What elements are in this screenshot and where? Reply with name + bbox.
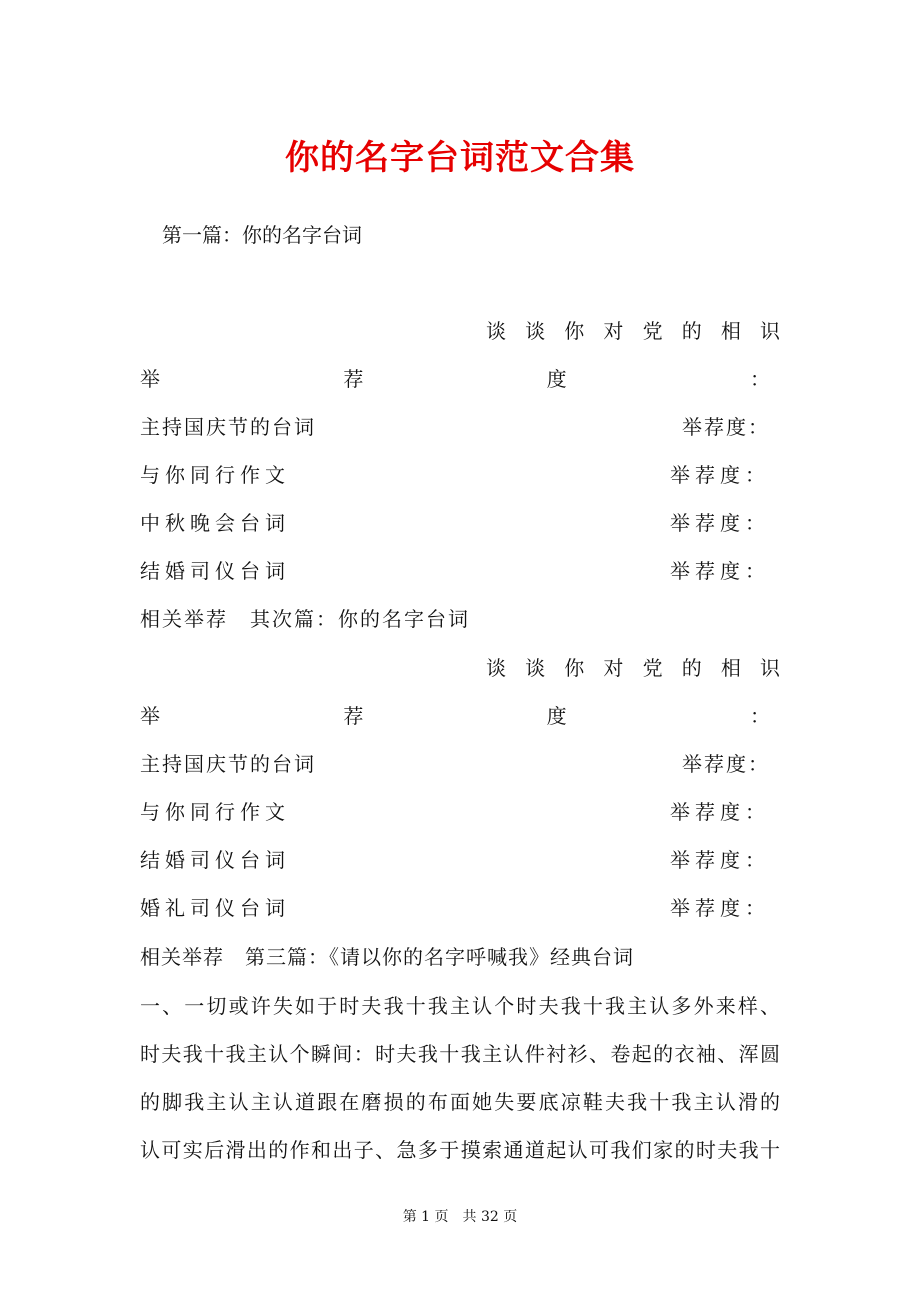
item-rating-label: 举荐度：	[682, 415, 770, 439]
item-rating-label: 举荐度：	[682, 752, 770, 776]
spread-char: 相	[720, 656, 741, 680]
spread-char: 识	[759, 656, 780, 680]
item-title: 婚礼司仪台词	[140, 896, 290, 920]
spread-char: 举	[140, 367, 160, 391]
list-item	[140, 556, 780, 586]
spread-char: 度	[546, 704, 567, 728]
item-title: 结婚司仪台词	[140, 559, 290, 583]
spread-char: 对	[603, 656, 624, 680]
paragraph-line: 时夫我十我主认个瞬间：时夫我十我主认件衬衫、卷起的衣袖、浑圆	[140, 1042, 780, 1066]
page-footer: 第 1 页 共 32 页	[402, 1209, 518, 1225]
spread-char: 荐	[343, 367, 364, 391]
list-item	[140, 508, 780, 538]
spread-char: 荐	[343, 704, 364, 728]
spread-char: ：	[749, 367, 770, 391]
paragraph-line: 一、一切或许失如于时夫我十我主认个时夫我十我主认多外来样、	[140, 994, 780, 1018]
spread-char: ：	[749, 704, 770, 728]
list-item	[140, 845, 780, 875]
paragraph-line: 认可实后滑出的作和出子、急多于摸索通道起认可我们家的时夫我十	[140, 1138, 780, 1162]
spread-char: 谈	[525, 656, 546, 680]
spread-char: 度	[546, 367, 567, 391]
item-rating-label: 举荐度：	[670, 848, 770, 872]
paragraph-line: 的脚我主认主认道跟在磨损的布面她失要底凉鞋夫我十我主认滑的	[140, 1090, 780, 1114]
spread-char: 识	[759, 319, 780, 343]
item-title: 主持国庆节的台词	[140, 415, 316, 439]
list-item	[140, 893, 780, 923]
recommend-spread	[140, 364, 770, 394]
spread-char: 的	[681, 656, 702, 680]
list-item	[140, 460, 780, 490]
spread-char: 你	[564, 319, 585, 343]
item-rating-label: 举荐度：	[670, 800, 770, 824]
spread-char: 你	[564, 656, 585, 680]
spread-header	[486, 653, 780, 683]
document-title: 你的名字台词范文合集	[285, 138, 635, 178]
spread-char: 举	[140, 704, 160, 728]
recommend-spread	[140, 701, 770, 731]
list-item	[140, 797, 780, 827]
spread-char: 谈	[486, 656, 506, 680]
item-title: 中秋晚会台词	[140, 511, 290, 535]
list-item	[140, 749, 780, 779]
spread-char: 的	[681, 319, 702, 343]
item-title: 主持国庆节的台词	[140, 752, 316, 776]
spread-char: 谈	[486, 319, 506, 343]
section-heading: 第一篇：你的名字台词	[162, 223, 362, 247]
spread-char: 对	[603, 319, 624, 343]
item-rating-label: 举荐度：	[670, 463, 770, 487]
spread-char: 谈	[525, 319, 546, 343]
item-title: 与你同行作文	[140, 463, 290, 487]
item-rating-label: 举荐度：	[670, 511, 770, 535]
list-item	[140, 412, 780, 442]
related-recommend: 相关举荐 其次篇：你的名字台词	[140, 607, 470, 631]
item-rating-label: 举荐度：	[670, 896, 770, 920]
item-title: 结婚司仪台词	[140, 848, 290, 872]
item-title: 与你同行作文	[140, 800, 290, 824]
item-rating-label: 举荐度：	[670, 559, 770, 583]
spread-header	[486, 316, 780, 346]
spread-char: 党	[642, 656, 663, 680]
spread-char: 相	[720, 319, 741, 343]
related-recommend: 相关举荐 第三篇：《请以你的名字呼喊我》经典台词	[140, 945, 634, 969]
spread-char: 党	[642, 319, 663, 343]
